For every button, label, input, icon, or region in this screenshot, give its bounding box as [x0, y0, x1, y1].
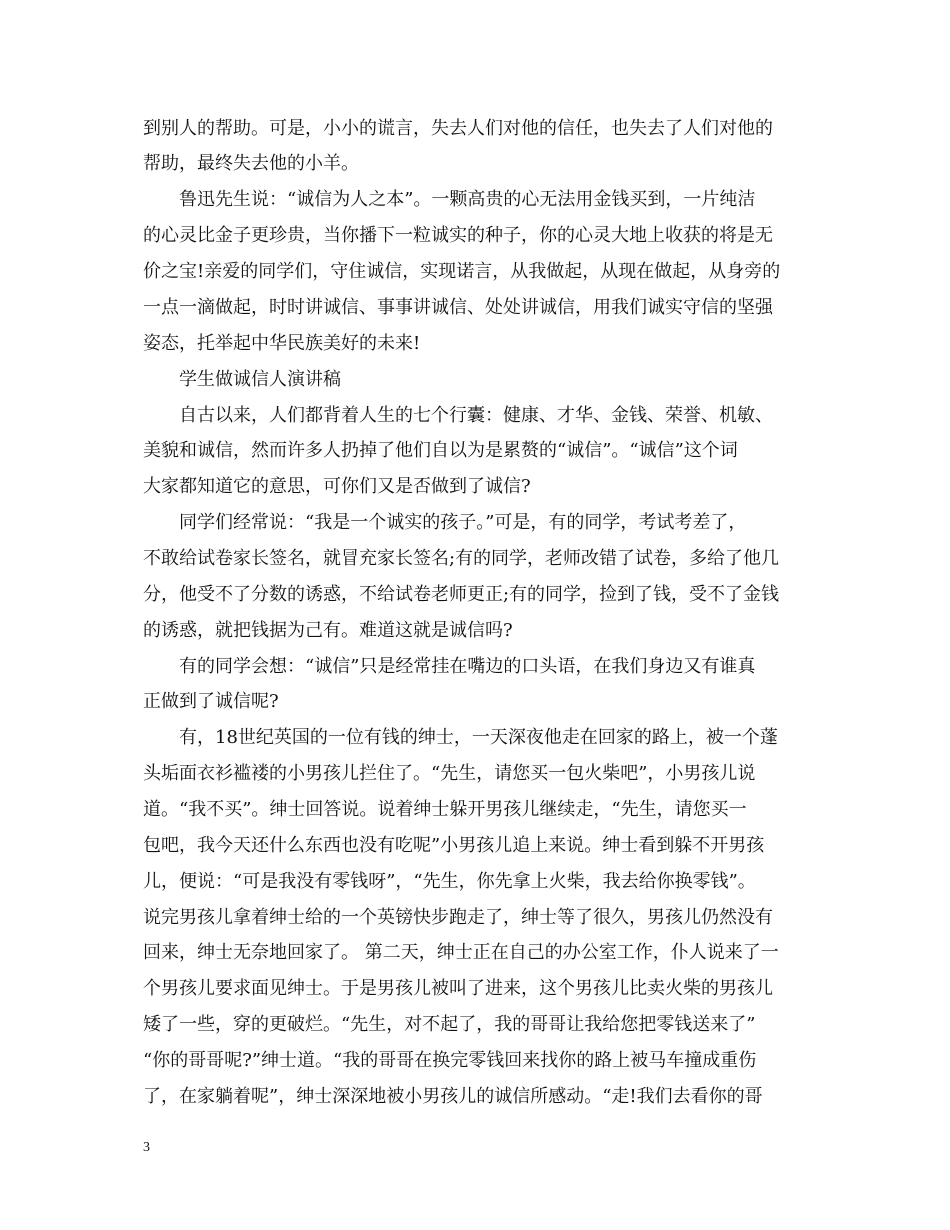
text-line: 不敢给试卷家长签名，就冒充家长签名;有的同学，老师改错了试卷，多给了他几 — [143, 548, 780, 569]
text-line: 有，18世纪英国的一位有钱的绅士，一天深夜他走在回家的路上，被一个蓬 — [143, 727, 778, 748]
section-heading: 学生做诚信人演讲稿 — [143, 369, 341, 390]
text-line: 大家都知道它的意思，可你们又是否做到了诚信? — [143, 476, 531, 497]
text-line: 儿，便说：“可是我没有零钱呀”，“先生，你先拿上火柴，我去给你换零钱”。 — [143, 871, 756, 892]
text-line: 到别人的帮助。可是，小小的谎言，失去人们对他的信任，也失去了人们对他的 — [143, 118, 773, 139]
text-line: 自古以来，人们都背着人生的七个行囊：健康、才华、金钱、荣誉、机敏、 — [143, 405, 773, 426]
text-line: 一点一滴做起，时时讲诚信、事事讲诚信、处处讲诚信，用我们诚实守信的坚强 — [143, 297, 773, 318]
page-number: 3 — [143, 1140, 150, 1155]
text-line: 分，他受不了分数的诱惑，不给试卷老师更正;有的同学，捡到了钱，受不了金钱 — [143, 584, 780, 605]
text-line: 价之宝!亲爱的同学们，守住诚信，实现诺言，从我做起，从现在做起，从身旁的 — [143, 261, 781, 282]
text-line: 回来，绅士无奈地回家了。 第二天，绅士正在自己的办公室工作，仆人说来了一 — [143, 942, 779, 963]
text-line: 包吧，我今天还什么东西也没有吃呢”小男孩儿追上来说。绅士看到躲不开男孩 — [143, 835, 765, 856]
text-line: “你的哥哥呢?”绅士道。“我的哥哥在换完零钱回来找你的路上被马车撞成重伤 — [143, 1050, 757, 1071]
text-line: 的心灵比金子更珍贵，当你播下一粒诚实的种子，你的心灵大地上收获的将是无 — [143, 225, 773, 246]
text-line: 正做到了诚信呢? — [143, 691, 279, 712]
text-line: 头垢面衣衫褴褛的小男孩儿拦住了。“先生，请您买一包火柴吧”，小男孩儿说 — [143, 763, 756, 784]
text-line: 帮助，最终失去他的小羊。 — [143, 153, 359, 174]
text-line: 的诱惑，就把钱据为己有。难道这就是诚信吗? — [143, 620, 513, 641]
text-line: 了，在家躺着呢”，绅士深深地被小男孩儿的诚信所感动。“走!我们去看你的哥 — [143, 1086, 763, 1107]
text-line: 个男孩儿要求面见绅士。于是男孩儿被叫了进来，这个男孩儿比卖火柴的男孩儿 — [143, 978, 773, 999]
text-line: 美貌和诚信，然而许多人扔掉了他们自以为是累赘的“诚信”。“诚信”这个词 — [143, 440, 738, 461]
text-line: 姿态，托举起中华民族美好的未来! — [143, 333, 421, 354]
text-line: 有的同学会想：“诚信”只是经常挂在嘴边的口头语，在我们身边又有谁真 — [143, 656, 756, 677]
text-line: 说完男孩儿拿着绅士给的一个英镑快步跑走了，绅士等了很久，男孩儿仍然没有 — [143, 907, 773, 928]
text-line: 道。“我不买”。绅士回答说。说着绅士躲开男孩儿继续走，“先生，请您买一 — [143, 799, 747, 820]
text-line: 矮了一些，穿的更破烂。“先生，对不起了，我的哥哥让我给您把零钱送来了” — [143, 1014, 756, 1035]
text-line: 鲁迅先生说：“诚信为人之本”。一颗高贵的心无法用金钱买到，一片纯洁 — [143, 189, 756, 210]
text-line: 同学们经常说：“我是一个诚实的孩子。”可是，有的同学，考试考差了， — [143, 512, 747, 533]
